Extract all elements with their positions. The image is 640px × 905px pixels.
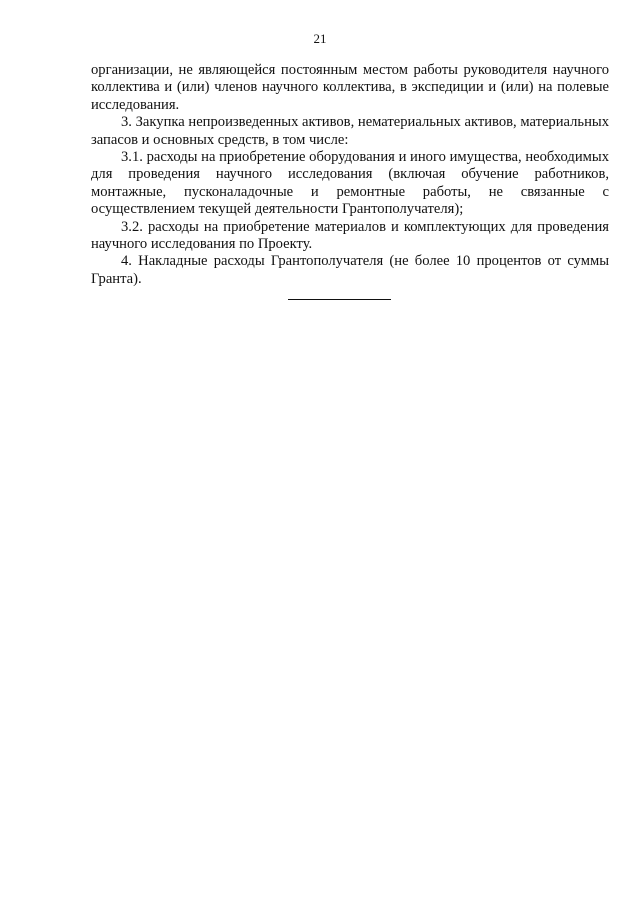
paragraph-item-3: 3. Закупка непроизведенных активов, нематериальных активов, материальных запасов и основных средств, в том числе: [91, 114, 609, 148]
paragraph-item-4: 4. Накладные расходы Грантополучателя (не более 10 процентов от суммы Гранта). [91, 253, 609, 287]
paragraph-item-3-2: 3.2. расходы на приобретение материалов и комплектующих для проведения научного исследования по Проекту. [91, 218, 609, 253]
page-number: 21 [313, 31, 327, 46]
paragraph-item-3-1: 3.1. расходы на приобретение оборудования и иного имущества, необходимых для проведения научного исследования (включая обучение работников, монтажные, пусконаладочные и ремонтные работы, не связанные с осуществлением текущей деятельности Грантополучателя); [91, 149, 609, 218]
paragraph-continuation: организации, не являющейся постоянным местом работы руководителя научного коллектива и (или) членов научного коллектива, в экспедиции и (или) на полевые исследования. [91, 62, 609, 113]
document-body [91, 62, 609, 288]
end-separator-line [288, 299, 391, 300]
